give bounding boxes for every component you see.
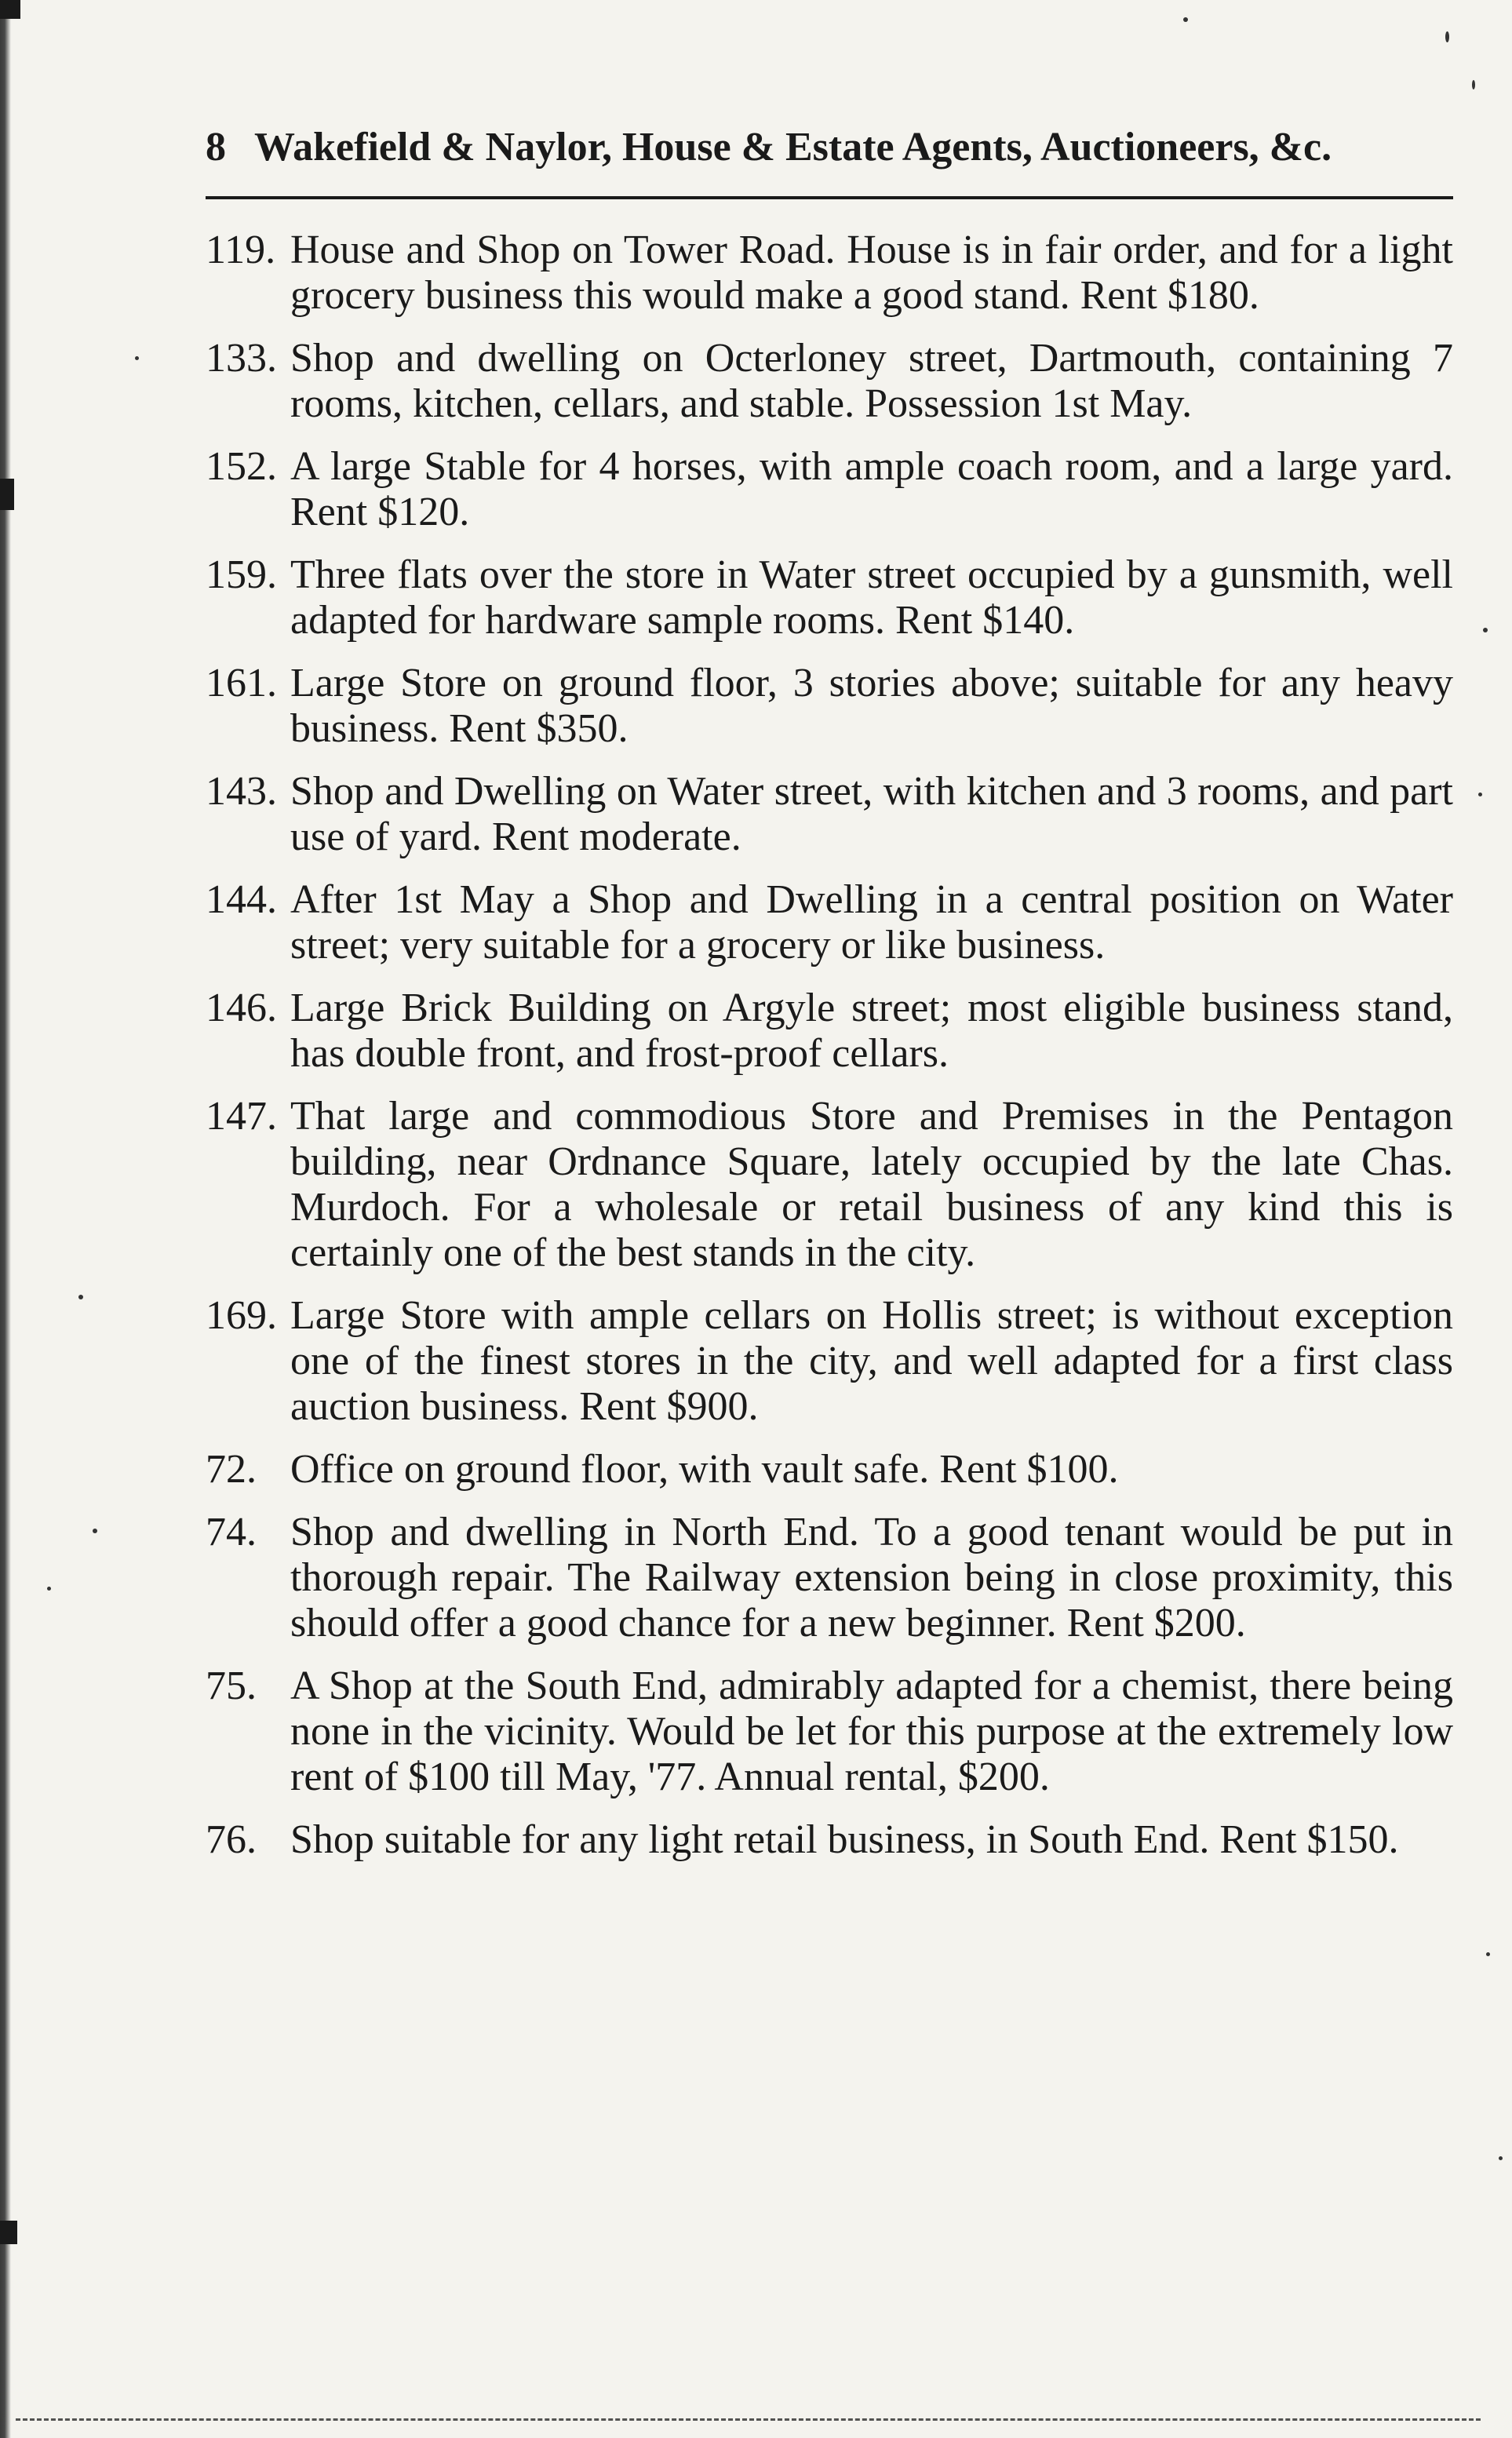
entry-number: 161. xyxy=(206,661,277,705)
scan-speck xyxy=(47,1587,51,1591)
entry-text: Shop and Dwelling on Water street, with kitchen and 3 rooms, and part use of yard. Rent moderate. xyxy=(290,769,1453,859)
entry-text: Large Store on ground floor, 3 stories above; suitable for any heavy business. Rent $350. xyxy=(290,661,1453,751)
entry-text: Shop suitable for any light retail business, in South End. Rent $150. xyxy=(290,1817,1399,1862)
entry-number: 72. xyxy=(206,1447,257,1492)
page-binding-edge xyxy=(0,0,11,2438)
entry-text: Office on ground floor, with vault safe. Rent $100. xyxy=(290,1447,1119,1492)
listing-entry xyxy=(206,444,1453,535)
entry-text: After 1st May a Shop and Dwelling in a central position on Water street; very suitable for a grocery or like business. xyxy=(290,877,1453,968)
listing-entry xyxy=(206,1664,1453,1800)
binding-mark xyxy=(0,0,20,19)
listing-entry xyxy=(206,552,1453,643)
listing-entry xyxy=(206,1094,1453,1276)
listing-entries xyxy=(206,228,1453,1880)
entry-text: Three flats over the store in Water street occupied by a gunsmith, well adapted for hardware sample rooms. Rent $140. xyxy=(290,552,1453,643)
listing-entry xyxy=(206,1447,1453,1492)
scan-speck xyxy=(1183,17,1188,22)
entry-number: 144. xyxy=(206,877,277,922)
scan-speck xyxy=(1478,793,1482,796)
scan-speck xyxy=(78,1295,83,1299)
listing-entry xyxy=(206,336,1453,427)
entry-number: 147. xyxy=(206,1094,277,1139)
scan-speck xyxy=(1472,80,1475,89)
entry-number: 76. xyxy=(206,1817,257,1862)
entry-text: House and Shop on Tower Road. House is in fair order, and for a light grocery business this would make a good stand. Rent $180. xyxy=(290,228,1453,318)
entry-number: 119. xyxy=(206,228,276,272)
bottom-page-edge xyxy=(16,2418,1481,2424)
entry-number: 143. xyxy=(206,769,277,814)
entry-number: 146. xyxy=(206,986,277,1030)
scan-speck xyxy=(1486,1952,1490,1956)
listing-entry xyxy=(206,661,1453,752)
binding-mark xyxy=(0,479,14,510)
scan-speck xyxy=(1499,2156,1503,2160)
scan-speck xyxy=(1483,628,1488,632)
entry-text: That large and commodious Store and Premises in the Pentagon building, near Ordnance Square, lately occupied by the late Chas. Murdoch. For a wholesale or retail business of any kind this is certainly one of the best stands in the city. xyxy=(290,1094,1453,1275)
entry-text: Shop and dwelling in North End. To a good tenant would be put in thorough repair. The Railway extension being in close proximity, this should offer a good chance for a new beginner. Rent $200. xyxy=(290,1510,1453,1645)
listing-entry xyxy=(206,877,1453,968)
entry-number: 159. xyxy=(206,552,277,597)
listing-entry xyxy=(206,1510,1453,1646)
listing-entry xyxy=(206,986,1453,1077)
listing-entry xyxy=(206,769,1453,860)
entry-number: 133. xyxy=(206,336,277,381)
page-number: 8 xyxy=(206,125,226,169)
running-header xyxy=(206,116,1453,179)
scan-speck xyxy=(93,1529,97,1533)
entry-text: Shop and dwelling on Octerloney street, Dartmouth, containing 7 rooms, kitchen, cellars, and stable. Possession 1st May. xyxy=(290,336,1453,426)
header-rule xyxy=(206,196,1453,199)
header-title: Wakefield & Naylor, House & Estate Agents, Auctioneers, &c. xyxy=(254,125,1332,169)
entry-number: 75. xyxy=(206,1664,257,1708)
entry-text: Large Store with ample cellars on Hollis street; is without exception one of the finest stores in the city, and well adapted for a first class auction business. Rent $900. xyxy=(290,1293,1453,1429)
scan-speck xyxy=(135,356,139,360)
listing-entry xyxy=(206,228,1453,319)
entry-number: 169. xyxy=(206,1293,277,1338)
entry-number: 74. xyxy=(206,1510,257,1554)
listing-entry xyxy=(206,1817,1453,1863)
binding-mark xyxy=(0,2221,17,2244)
entry-text: Large Brick Building on Argyle street; most eligible business stand, has double front, and frost-proof cellars. xyxy=(290,986,1453,1076)
entry-text: A Shop at the South End, admirably adapted for a chemist, there being none in the vicinity. Would be let for this purpose at the extremely low rent of $100 till May, '77. Annual rental, $200. xyxy=(290,1664,1453,1799)
entry-text: A large Stable for 4 horses, with ample coach room, and a large yard. Rent $120. xyxy=(290,444,1453,534)
entry-number: 152. xyxy=(206,444,277,489)
scan-speck xyxy=(1445,31,1449,42)
listing-entry xyxy=(206,1293,1453,1430)
